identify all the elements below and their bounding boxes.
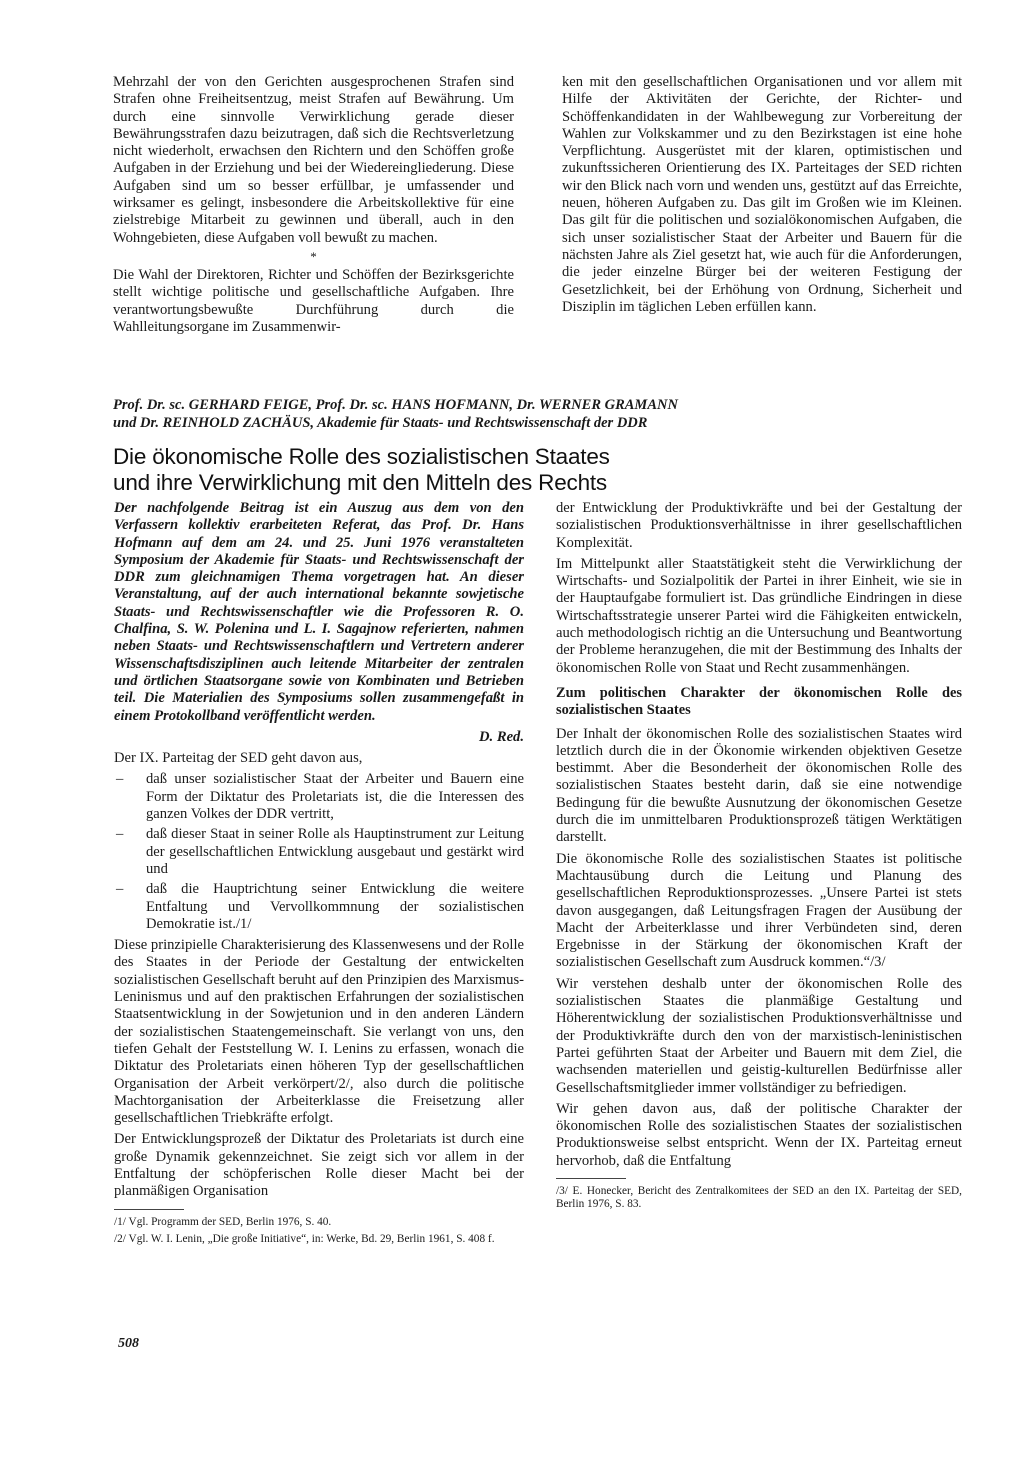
article-title <box>113 444 973 496</box>
page-number: 508 <box>118 1336 139 1351</box>
paragraph: Im Mittelpunkt aller Staatstätigkeit steht die Verwirklichung der Wirtschafts- und Sozialpolitik der Partei in ihrer Einheit, wie sie in der Hauptaufgabe formuliert ist. Das gründliche Eindringen in diese Wirtschaftsstrategie unserer Partei wird die Fähigkeiten entwickeln, auch methodologisch richtig an die Untersuchung und Beantwortung der Probleme heranzugehen, die mit der Bestimmung des Inhalts der ökonomischen Rolle von Staat und Recht zusammenhängen. <box>556 555 962 676</box>
top-left-column <box>113 74 514 340</box>
paragraph: Der Inhalt der ökonomischen Rolle des sozialistischen Staates wird letztlich durch die in der Ökonomie wirkenden objektiven Gesetze bestimmt. Aber die Besonderheit der ökonomischen Rolle des sozialistischen Staates besteht darin, daß sie eine notwendige Bedingung für die bewußte Ausnutzung der ökonomischen Gesetze durch die im unmittelbaren Produktionsprozeß tätigen Werktätigen darstellt. <box>556 725 962 846</box>
dash-marker: – <box>116 826 124 843</box>
authors-line: Prof. Dr. sc. GERHARD FEIGE, Prof. Dr. sc. HANS HOFMANN, Dr. WERNER GRAMANN <box>113 397 678 413</box>
paragraph: Wir verstehen deshalb unter der ökonomischen Rolle des sozialistischen Staates die planmäßige Gestaltung und Höherentwicklung der sozialistischen Produktionsverhältnisse und der Produktivkräfte durch den von der marxistisch-leninistischen Partei geführten Staat der Arbeiter und Bauern mit dem Ziel, die wachsenden materiellen und geistig-kulturellen Bedürfnisse aller Gesellschaftsmitglieder immer vollständiger zu befriedigen. <box>556 975 962 1096</box>
paragraph: der Entwicklung der Produktivkräfte und bei der Gestaltung der sozialistischen Produktionsverhältnisse in ihrer gesellschaftlichen Komplexität. <box>556 500 962 551</box>
dash-marker: – <box>116 771 124 788</box>
paragraph: Die Wahl der Direktoren, Richter und Schöffen der Bezirksgerichte stellt wichtige politische und gesellschaftliche Aufgaben. Ihre verantwortungsbewußte Durchführung durch die Wahlleitungsorgane im Zusammenwir- <box>113 266 514 335</box>
section-separator: * <box>310 248 317 264</box>
footnote: /2/ Vgl. W. I. Lenin, „Die große Initiative“, in: Werke, Bd. 29, Berlin 1961, S. 408 f. <box>114 1233 495 1246</box>
editorial-intro: Der nachfolgende Beitrag ist ein Auszug aus dem von den Verfassern kollektiv erarbeiteten Referat, das Prof. Dr. Hans Hofmann auf dem am 24. und 25. Juni 1976 veranstalteten Symposium der Akademie für Staats- und Rechtswissenschaft der DDR zum gleichnamigen Thema vorgetragen hat. An dieser Veranstaltung, auf der auch international bekannte sowjetische Staats- und Rechtswissenschaftler wie die Professoren R. O. Chalfina, S. W. Polenina und L. I. Sagajnow referierten, nahmen neben Staats- und Rechtswissenschaftlern und Vertretern anderer Wissenschaftsdisziplinen auch leitende Mitarbeiter der zentralen und örtlichen Staatsorgane sowie von Kombinaten und Betrieben teil. Die Materialien des Symposiums sollen zusammengefaßt in einem Protokollband veröffentlicht werden. <box>114 500 524 724</box>
title-line: Die ökonomische Rolle des sozialistischen Staates <box>113 444 610 469</box>
list-item-text: daß unser sozialistischer Staat der Arbeiter und Bauern eine Form der Diktatur des Proletariats ist, die die Interessen des ganzen Volkes der DDR vertritt, <box>146 771 524 823</box>
paragraph: ken mit den gesellschaftlichen Organisationen und vor allem mit Hilfe der Aktivitäten der Gerichte, der Richter- und Schöffenkandidaten in der Wahlbewegung zur Vorbereitung der Wahlen zur Volkskammer und zu den Bezirkstagen ist eine hohe Verpflichtung. Ausgerüstet mit der klaren, optimistischen und zukunftssicheren Orientierung des IX. Parteitages der SED richten wir den Blick nach vorn und wenden uns, gestützt auf das Erreichte, neuen, höheren Aufgaben zu. Das gilt im Großen wie im Kleinen. Das gilt für die politischen und sozialökonomischen Aufgaben, die sich unser sozialistischer Staat der Arbeiter und Bauern für die nächsten Jahre als Ziel gesetzt hat, wie auch für die Anforderungen, die jeder einzelne Bürger bei der weiteren Festigung der Gesetzlichkeit, bei der Erhöhung von Ordnung, Sicherheit und Disziplin im täglichen Leben erfüllen kann. <box>562 74 962 315</box>
list-item-text: daß die Hauptrichtung seiner Entwicklung die weitere Entfaltung und Vervollkommnung der sozialistischen Demokratie ist./1/ <box>146 881 524 932</box>
dash-marker: – <box>116 881 124 898</box>
top-right-column <box>562 74 962 320</box>
right-column <box>556 500 962 1216</box>
list-item-text: daß dieser Staat in seiner Rolle als Hauptinstrument zur Leitung der gesellschaftlichen Entwicklung ausgebaut und gestärkt wird und <box>146 826 524 877</box>
article-authors <box>113 396 963 432</box>
paragraph: Der Entwicklungsprozeß der Diktatur des Proletariats ist durch eine große Dynamik gekennzeichnet. Sie zeigt sich vor allem in der Entfaltung der schöpferischen Rolle dieser Macht bei der planmäßigen Organisation <box>114 1131 524 1200</box>
paragraph: Der IX. Parteitag der SED geht davon aus, <box>114 750 363 767</box>
left-column <box>114 500 524 1251</box>
editor-signature: D. Red. <box>479 728 524 745</box>
paragraph: Diese prinzipielle Charakterisierung des Klassenwesens und der Rolle des Staates in der Periode der Gestaltung der entwickelten sozialistischen Gesellschaft beruht auf den Prinzipien des Marxismus-Leninismus und auf den praktischen Erfahrungen der sozialistischen Staatsentwicklung in der Sowjetunion und in den anderen Ländern der sozialistischen Staatengemeinschaft. Sie verlangt von uns, den tiefen Gehalt der Feststellung W. I. Lenins zu erfassen, wonach die Diktatur des Proletariats einen höheren Typ der gesellschaftlichen Organisation der Arbeit verkörpert/2/, also durch die politische Machtorganisation der Arbeiterklasse die Freisetzung aller gesellschaftlichen Triebkräfte erfolgt. <box>114 937 524 1127</box>
paragraph: Die ökonomische Rolle des sozialistischen Staates ist politische Machtausübung durch die Leitung und Planung des gesellschaftlichen Reproduktionsprozesses. „Unsere Partei ist stets davon ausgegangen, daß Leitungsfragen Fragen der Ausübung der Macht der Arbeiterklasse und ihrer Verbündeten sind, deren Ergebnisse in der Stärkung der ökonomischen Kraft der sozialistischen Gesellschaft zum Ausdruck kommen.“/3/ <box>556 850 962 971</box>
paragraph: Wir gehen davon aus, daß der politische Charakter der ökonomischen Rolle des sozialistischen Staates der sozialistischen Produktionsweise selbst entspricht. Wenn der IX. Parteitag erneut hervorhob, daß die Entfaltung <box>556 1100 962 1169</box>
title-line: und ihre Verwirklichung mit den Mitteln des Rechts <box>113 470 607 495</box>
bullet-list <box>114 771 524 933</box>
list-item <box>114 881 524 933</box>
footnote-rule <box>556 1178 626 1179</box>
paragraph: Mehrzahl der von den Gerichten ausgesprochenen Strafen sind Strafen ohne Freiheitsentzug, meist Strafen auf Bewährung. Um durch eine sinnvolle Verwirklichung gerade dieser Bewährungsstrafen dazu beizutragen, daß sich die Rechtsverletzung nicht wiederholt, erwachsen den Richtern und den Schöffen große Aufgaben in der Erziehung und bei der Wiedereingliederung. Diese Aufgaben sind um so besser erfüllbar, je umfassender und wirksamer es gelingt, insbesondere die Arbeitskollektive für eine zielstrebige Mitarbeit zu gewinnen und überall, auch in den Wohngebieten, diese Aufgaben voll bewußt zu machen. <box>113 74 514 246</box>
footnote-rule <box>114 1209 184 1210</box>
authors-line: und Dr. REINHOLD ZACHÄUS, Akademie für Staats- und Rechtswissenschaft der DDR <box>113 415 648 431</box>
list-item <box>114 826 524 878</box>
section-heading: Zum politischen Charakter der ökonomischen Rolle des sozialistischen Staates <box>556 684 962 719</box>
footnote: /3/ E. Honecker, Bericht des Zentralkomitees der SED an den IX. Parteitag der SED, Berlin 1976, S. 83. <box>556 1184 962 1211</box>
list-item <box>114 771 524 823</box>
footnote: /1/ Vgl. Programm der SED, Berlin 1976, S. 40. <box>114 1215 332 1228</box>
